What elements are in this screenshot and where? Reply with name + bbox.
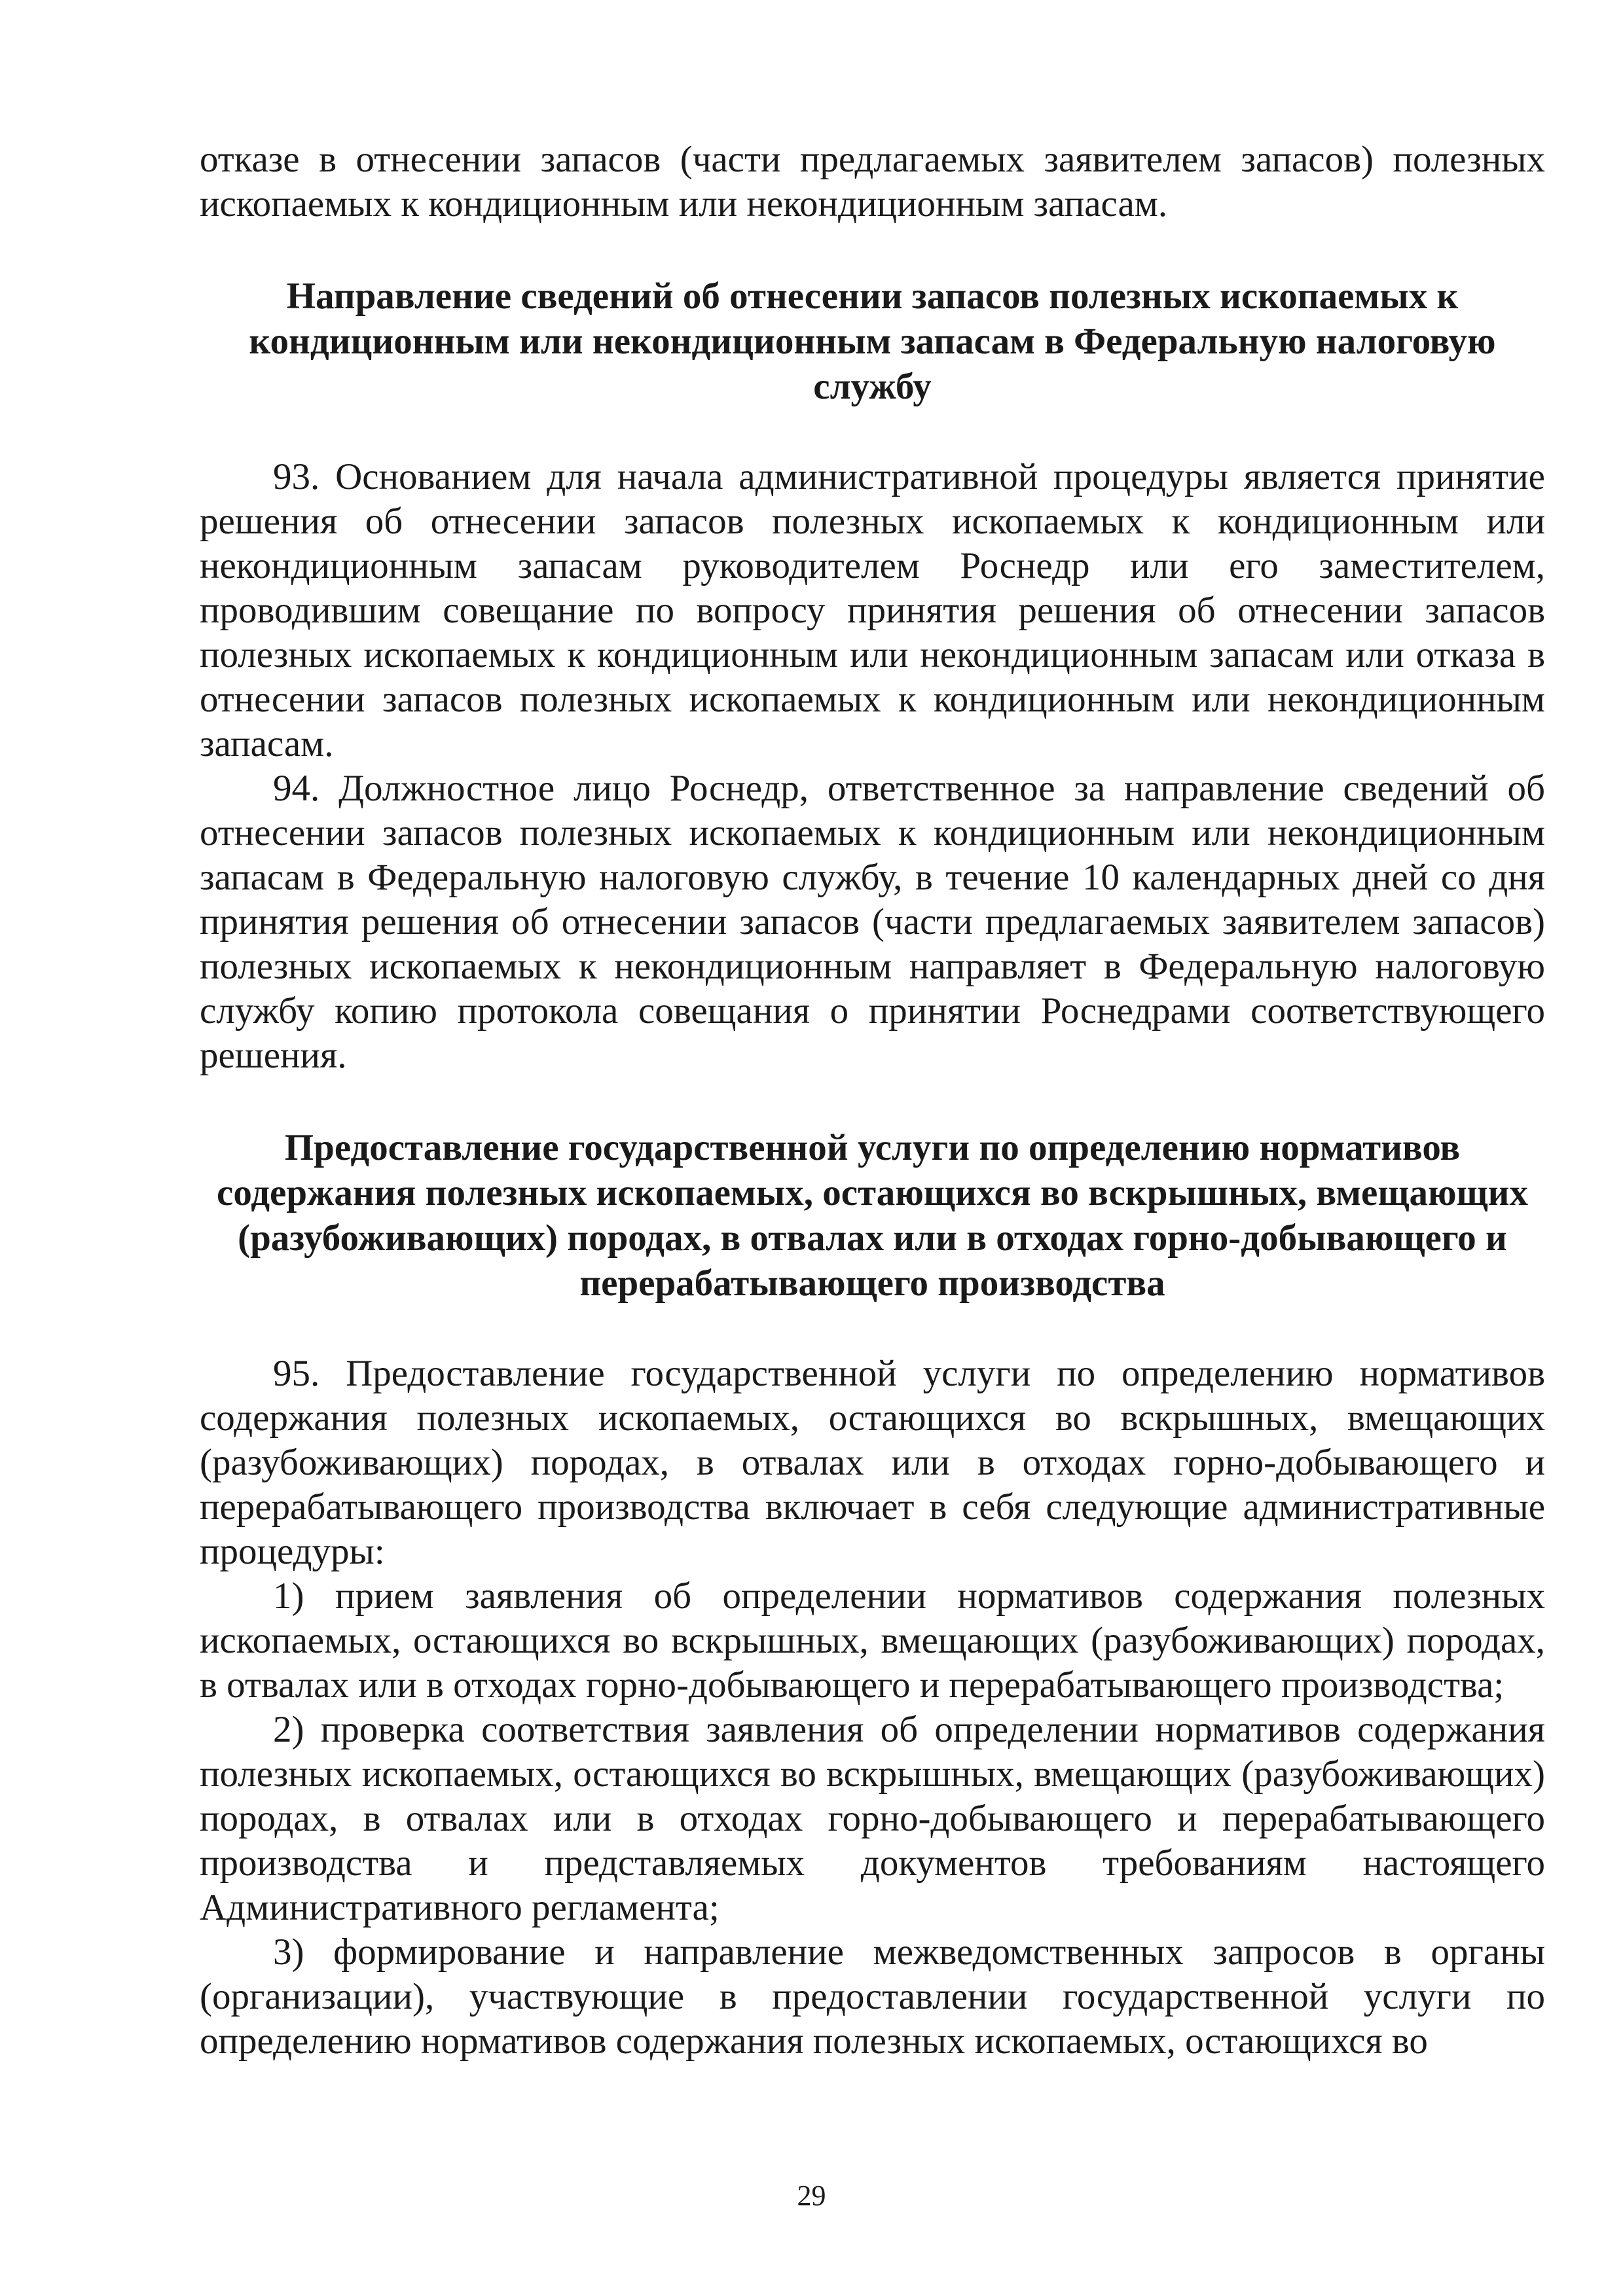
list-item-2: 2) проверка соответствия заявления об определении нормативов содержания полезных ископаемых, остающихся во вскрышных, вмещающих (разубоживающих) породах, в отвалах или в отходах горно-добывающего и перерабатывающего производства и представляемых документов требованиям настоящего Административного регламента; — [200, 1709, 1545, 1928]
spacer — [200, 1078, 1545, 1125]
paragraph-94: 94. Должностное лицо Роснедр, ответственное за направление сведений об отнесении запасов полезных ископаемых к кондиционным или некондиционным запасам в Федеральную налоговую службу, в течение 10 календарных дней со дня принятия решения об отнесении запасов (части предлагаемых заявителем запасов) полезных ископаемых к некондиционным направляет в Федеральную налоговую службу копию протокола совещания о принятии Роснедрами соответствующего решения. — [200, 768, 1545, 1076]
list-item-1: 1) прием заявления об определении нормативов содержания полезных ископаемых, остающихся во вскрышных, вмещающих (разубоживающих) породах, в отвалах или в отходах горно-добывающего и перерабатывающего производства; — [200, 1575, 1545, 1706]
section2-title: Предоставление государственной услуги по определению нормативов содержания полезных ископаемых, остающихся во вскрышных, вмещающих (разубоживающих) породах, в отвалах или в отходах горно-добывающего и перерабатывающего производства — [217, 1127, 1528, 1304]
page-number: 29 — [797, 2179, 826, 2212]
spacer — [200, 226, 1545, 274]
spacer — [200, 1306, 1545, 1352]
paragraph-93: 93. Основанием для начала административной процедуры является принятие решения об отнесении запасов полезных ископаемых к кондиционным или некондиционным запасам руководителем Роснедр или его заместителем, проводившим совещание по вопросу принятия решения об отнесении запасов полезных ископаемых к кондиционным или некондиционным запасам или отказа в отнесении запасов полезных ископаемых к кондиционным или некондиционным запасам. — [200, 456, 1545, 764]
paragraph-95: 95. Предоставление государственной услуги по определению нормативов содержания полезных ископаемых, остающихся во вскрышных, вмещающих (разубоживающих) породах, в отвалах или в отходах горно-добывающего и перерабатывающего производства включает в себя следующие административные процедуры: — [200, 1353, 1545, 1572]
list-item-3: 3) формирование и направление межведомственных запросов в органы (организации), участвующие в предоставлении государственной услуги по определению нормативов содержания полезных ископаемых, остающихся во — [200, 1931, 1545, 2062]
intro-paragraph: отказе в отнесении запасов (части предлагаемых заявителем запасов) полезных ископаемых к кондиционным или некондиционным запасам. — [200, 139, 1545, 224]
section1-title: Направление сведений об отнесении запасов полезных ископаемых к кондиционным или некондиционным запасам в Федеральную налоговую службу — [249, 276, 1496, 407]
page-content — [200, 137, 1545, 2064]
spacer — [200, 409, 1545, 455]
